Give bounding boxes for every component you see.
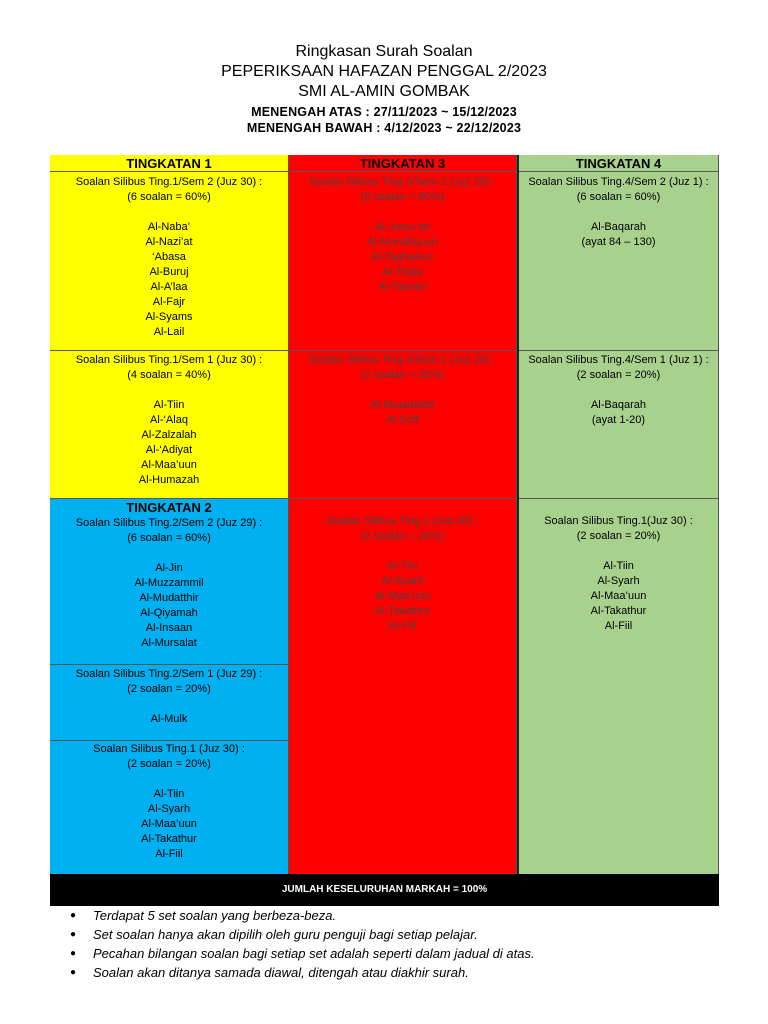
- t4-section-sem1: [519, 350, 718, 498]
- section-count: (2 soalan = 20%): [576, 369, 661, 381]
- surah-item: Al-Munafiquun: [367, 236, 438, 248]
- surah-item: Al-Lail: [153, 326, 185, 338]
- surah-list: [289, 220, 516, 295]
- surah-item: Al-Mulk: [150, 713, 188, 725]
- column-tingkatan-1-2: [50, 155, 288, 874]
- surah-item: Al-Tiin: [387, 560, 418, 572]
- surah-item: Al-Zalzalah: [141, 429, 197, 441]
- header-tingkatan-3: TINGKATAN 3: [289, 155, 516, 172]
- section-title: Soalan Silibus Ting.3/Sem 1 (Juz 28) :: [309, 354, 496, 366]
- note-text: Set soalan hanya akan dipilih oleh guru penguji bagi setiap pelajar.: [93, 927, 478, 942]
- bullet-icon: ●: [70, 967, 77, 978]
- t3-section-ting1: [289, 498, 516, 874]
- surah-item: Al-Baqarah: [590, 399, 647, 411]
- section-count: (6 soalan = 60%): [127, 532, 211, 544]
- surah-item: Al-Mujadalah: [370, 399, 435, 411]
- t2-section-ting1: [50, 740, 288, 874]
- surah-item: Al-Fajr: [152, 296, 186, 308]
- note-text: Soalan akan ditanya samada diawal, ditengah atau diakhir surah.: [93, 965, 469, 980]
- surah-item: Al-Takathur: [141, 833, 197, 845]
- section-count: (4 soalan = 40%): [127, 369, 211, 381]
- exam-name: PEPERIKSAAN HAFAZAN PENGGAL 2/2023: [221, 63, 547, 80]
- t2-section-sem2: [50, 498, 288, 664]
- surah-item: Al-Mursalat: [141, 637, 197, 649]
- surah-item: Al-Muzzammil: [134, 577, 204, 589]
- section-count: (2 soalan = 20%): [576, 530, 661, 542]
- note-text: Pecahan bilangan soalan bagi setiap set adalah seperti dalam jadual di atas.: [93, 946, 535, 961]
- surah-item: Al-Maa’uun: [141, 459, 197, 471]
- section-title: Soalan Silibus Ting.2/Sem 2 (Juz 29) :: [75, 517, 263, 529]
- school-name: SMI AL-AMIN GOMBAK: [298, 83, 470, 100]
- column-tingkatan-4: [517, 155, 719, 874]
- surah-item: Al-Jin: [155, 562, 183, 574]
- surah-item: Al-Syams: [145, 311, 193, 323]
- surah-item: Al-Taghabun: [371, 251, 434, 263]
- surah-item: Al-Humazah: [138, 474, 200, 486]
- surah-item: Al-Tiin: [603, 560, 634, 572]
- surah-item: Al-Mudatthir: [139, 592, 199, 604]
- surah-item: Al-A’laa: [150, 281, 188, 293]
- document-header: [0, 42, 768, 136]
- surah-list: [50, 787, 288, 862]
- surah-item: Al-Jumu’ah: [374, 221, 431, 233]
- t1-section-sem2: [50, 172, 288, 350]
- surah-item: Al-Fiil: [604, 620, 633, 632]
- surah-item: Al-Nazi’at: [145, 236, 193, 248]
- surah-item: Al-Insaan: [145, 622, 193, 634]
- surah-list: [519, 559, 718, 634]
- section-title: Soalan Silibus Ting.1/Sem 1 (Juz 30) :: [75, 354, 263, 366]
- surah-item: (ayat 1-20): [591, 414, 646, 426]
- surah-item: ‘Abasa: [152, 251, 186, 263]
- note-item: [70, 925, 750, 944]
- surah-list: [289, 559, 516, 634]
- doc-title: Ringkasan Surah Soalan: [295, 43, 473, 60]
- section-count: (2 soalan = 20%): [360, 530, 445, 542]
- section-count: (2 soalan = 20%): [127, 683, 211, 695]
- surah-item: Al-‘Alaq: [150, 414, 188, 426]
- section-count: (6 soalan = 60%): [576, 191, 661, 203]
- section-count: (2 soalan = 20%): [360, 369, 445, 381]
- section-title: Soalan Silibus Ting.4/Sem 1 (Juz 1) :: [528, 354, 709, 366]
- surah-item: Al-Maa’uun: [590, 590, 647, 602]
- surah-list: [289, 398, 516, 428]
- surah-item: Al-Maa’uun: [374, 590, 431, 602]
- surah-list: [50, 220, 288, 340]
- t4-section-ting1: [519, 498, 718, 874]
- surah-item: Al-Takathur: [374, 605, 431, 617]
- section-title: Soalan Silibus Ting.1 (Juz 30) :: [93, 743, 245, 755]
- surah-list: [50, 561, 288, 651]
- surah-item: Al-Tiin: [153, 788, 185, 800]
- bullet-icon: ●: [70, 910, 77, 921]
- surah-item: Al-Maa’uun: [141, 818, 197, 830]
- surah-item: Al-Tahriim: [378, 281, 427, 293]
- surah-item: Al-Tiin: [153, 399, 185, 411]
- surah-item: Al-Syarh: [147, 803, 191, 815]
- section-title: Soalan Silibus Ting.3/Sem 2 (Juz 28) :: [309, 176, 496, 188]
- total-marks-bar: JUMLAH KESELURUHAN MARKAH = 100%: [50, 874, 719, 906]
- surah-item: Al-Fiil: [388, 620, 417, 632]
- section-count: (6 soalan = 60%): [360, 191, 445, 203]
- surah-item: Al-Buruj: [149, 266, 189, 278]
- note-item: [70, 944, 750, 963]
- note-item: [70, 963, 750, 982]
- t2-section-sem1: [50, 664, 288, 740]
- surah-item: (ayat 84 – 130): [581, 236, 656, 248]
- section-count: (2 soalan = 20%): [127, 758, 211, 770]
- surah-list: [50, 712, 288, 727]
- section-title: Soalan Silibus Ting.2/Sem 1 (Juz 29) :: [75, 668, 263, 680]
- header-tingkatan-4: TINGKATAN 4: [519, 155, 718, 172]
- surah-list: [50, 398, 288, 488]
- date-lower: MENENGAH BAWAH : 4/12/2023 ~ 22/12/2023: [246, 121, 522, 135]
- t3-section-sem2: [289, 172, 516, 350]
- surah-list: [519, 220, 718, 250]
- surah-item: Al-Takathur: [590, 605, 647, 617]
- section-count: (6 soalan = 60%): [127, 191, 211, 203]
- note-text: Terdapat 5 set soalan yang berbeza-beza.: [93, 908, 337, 923]
- bullet-icon: ●: [70, 948, 77, 959]
- surah-item: Al-Baqarah: [590, 221, 647, 233]
- section-title: Soalan Silibus Ting.4/Sem 2 (Juz 1) :: [528, 176, 709, 188]
- note-item: [70, 906, 750, 925]
- section-title: Soalan Silibus Ting.1/Sem 2 (Juz 30) :: [75, 176, 263, 188]
- section-title: Soalan Silibus Ting.1 (Juz 30) :: [326, 515, 479, 527]
- t3-section-sem1: [289, 350, 516, 498]
- t4-section-sem2: [519, 172, 718, 350]
- surah-item: Al-Qiyamah: [140, 607, 198, 619]
- t1-section-sem1: [50, 350, 288, 498]
- surah-item: Al-Syarh: [381, 575, 424, 587]
- date-upper: MENENGAH ATAS : 27/11/2023 ~ 15/12/2023: [251, 105, 517, 119]
- column-tingkatan-3: [288, 155, 517, 874]
- header-tingkatan-2: TINGKATAN 2: [126, 500, 212, 515]
- notes-list: [70, 906, 750, 982]
- surah-list: [519, 398, 718, 428]
- syllabus-table: [50, 155, 719, 874]
- surah-item: Al-Tolaq: [382, 266, 423, 278]
- header-tingkatan-1: TINGKATAN 1: [50, 155, 288, 172]
- bullet-icon: ●: [70, 929, 77, 940]
- surah-item: Al-Syarh: [597, 575, 640, 587]
- section-title: Soalan Silibus Ting.1(Juz 30) :: [544, 515, 693, 527]
- surah-item: Al-Naba’: [147, 221, 191, 233]
- surah-item: Al-Fiil: [155, 848, 183, 860]
- surah-item: Al-Soff: [386, 414, 419, 426]
- surah-item: Al-‘Adiyat: [145, 444, 193, 456]
